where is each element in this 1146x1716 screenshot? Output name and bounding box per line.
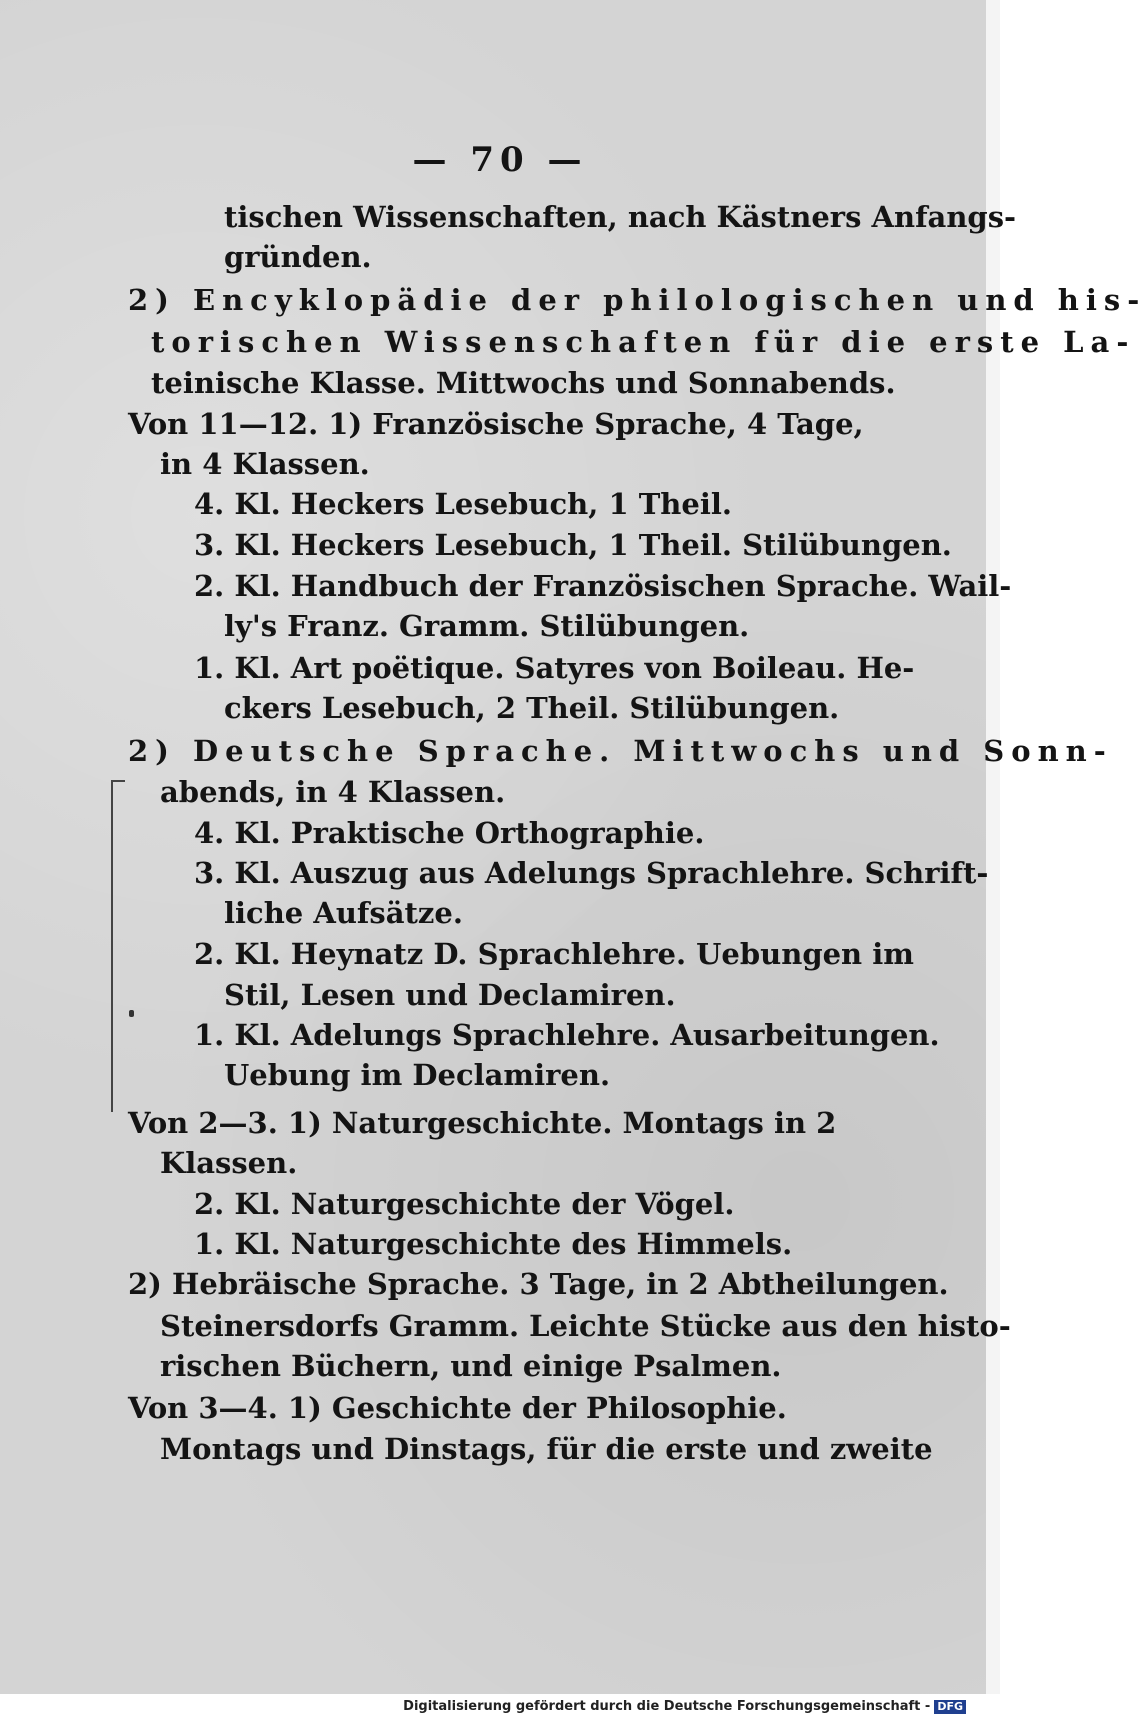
dfg-logo: DFG [934, 1700, 966, 1714]
text-line: 2. Kl. Heynatz D. Sprachlehre. Uebungen im [194, 937, 914, 971]
text-line: 2) Hebräische Sprache. 3 Tage, in 2 Abtheilungen. [128, 1267, 949, 1301]
text-line: Uebung im Declamiren. [224, 1058, 611, 1092]
credit-text: Digitalisierung gefördert durch die Deutsche Forschungsgemeinschaft - [403, 1699, 931, 1714]
text-line: ly's Franz. Gramm. Stilübungen. [224, 609, 750, 643]
text-line: 4. Kl. Heckers Lesebuch, 1 Theil. [194, 487, 732, 521]
text-line: Klassen. [160, 1146, 298, 1180]
text-line: rischen Büchern, und einige Psalmen. [160, 1349, 782, 1383]
text-line: Von 2—3. 1) Naturgeschichte. Montags in 2 [128, 1106, 837, 1140]
text-line: Steinersdorfs Gramm. Leichte Stücke aus den histo- [160, 1309, 1011, 1343]
text-line: 1. Kl. Adelungs Sprachlehre. Ausarbeitungen. [194, 1018, 940, 1052]
text-line: Von 3—4. 1) Geschichte der Philosophie. [128, 1391, 787, 1425]
text-line: 3. Kl. Auszug aus Adelungs Sprachlehre. Schrift- [194, 856, 989, 890]
text-line: 4. Kl. Praktische Orthographie. [194, 816, 705, 850]
text-line: Stil, Lesen und Declamiren. [224, 978, 676, 1012]
text-line: Von 11—12. 1) Französische Sprache, 4 Tage, [128, 407, 864, 441]
text-line: gründen. [224, 240, 372, 274]
text-line: 3. Kl. Heckers Lesebuch, 1 Theil. Stilübungen. [194, 528, 952, 562]
text-line: in 4 Klassen. [160, 447, 370, 481]
text-line: ckers Lesebuch, 2 Theil. Stilübungen. [224, 691, 840, 725]
text-line: abends, in 4 Klassen. [160, 775, 506, 809]
margin-mark [111, 780, 125, 782]
text-line: 1. Kl. Naturgeschichte des Himmels. [194, 1227, 793, 1261]
text-line: torischen Wissenschaften für die erste La- [151, 325, 1136, 359]
text-line: 2. Kl. Naturgeschichte der Vögel. [194, 1187, 735, 1221]
text-line: 2) Deutsche Sprache. Mittwochs und Sonn- [128, 734, 1113, 768]
text-line: liche Aufsätze. [224, 896, 463, 930]
text-line: 1. Kl. Art poëtique. Satyres von Boileau. He- [194, 651, 915, 685]
margin-line [111, 782, 113, 1112]
text-line: 2) Encyklopädie der philologischen und his- [128, 283, 1146, 317]
page-number: — 70 — [412, 140, 588, 180]
text-line: 2. Kl. Handbuch der Französischen Sprache. Wail- [194, 569, 1012, 603]
text-line: teinische Klasse. Mittwochs und Sonnabends. [151, 366, 896, 400]
ink-speck [129, 1010, 134, 1017]
text-line: Montags und Dinstags, für die erste und zweite [160, 1432, 933, 1466]
text-line: tischen Wissenschaften, nach Kästners Anfangs- [224, 200, 1017, 234]
digitization-credit [403, 1699, 966, 1714]
